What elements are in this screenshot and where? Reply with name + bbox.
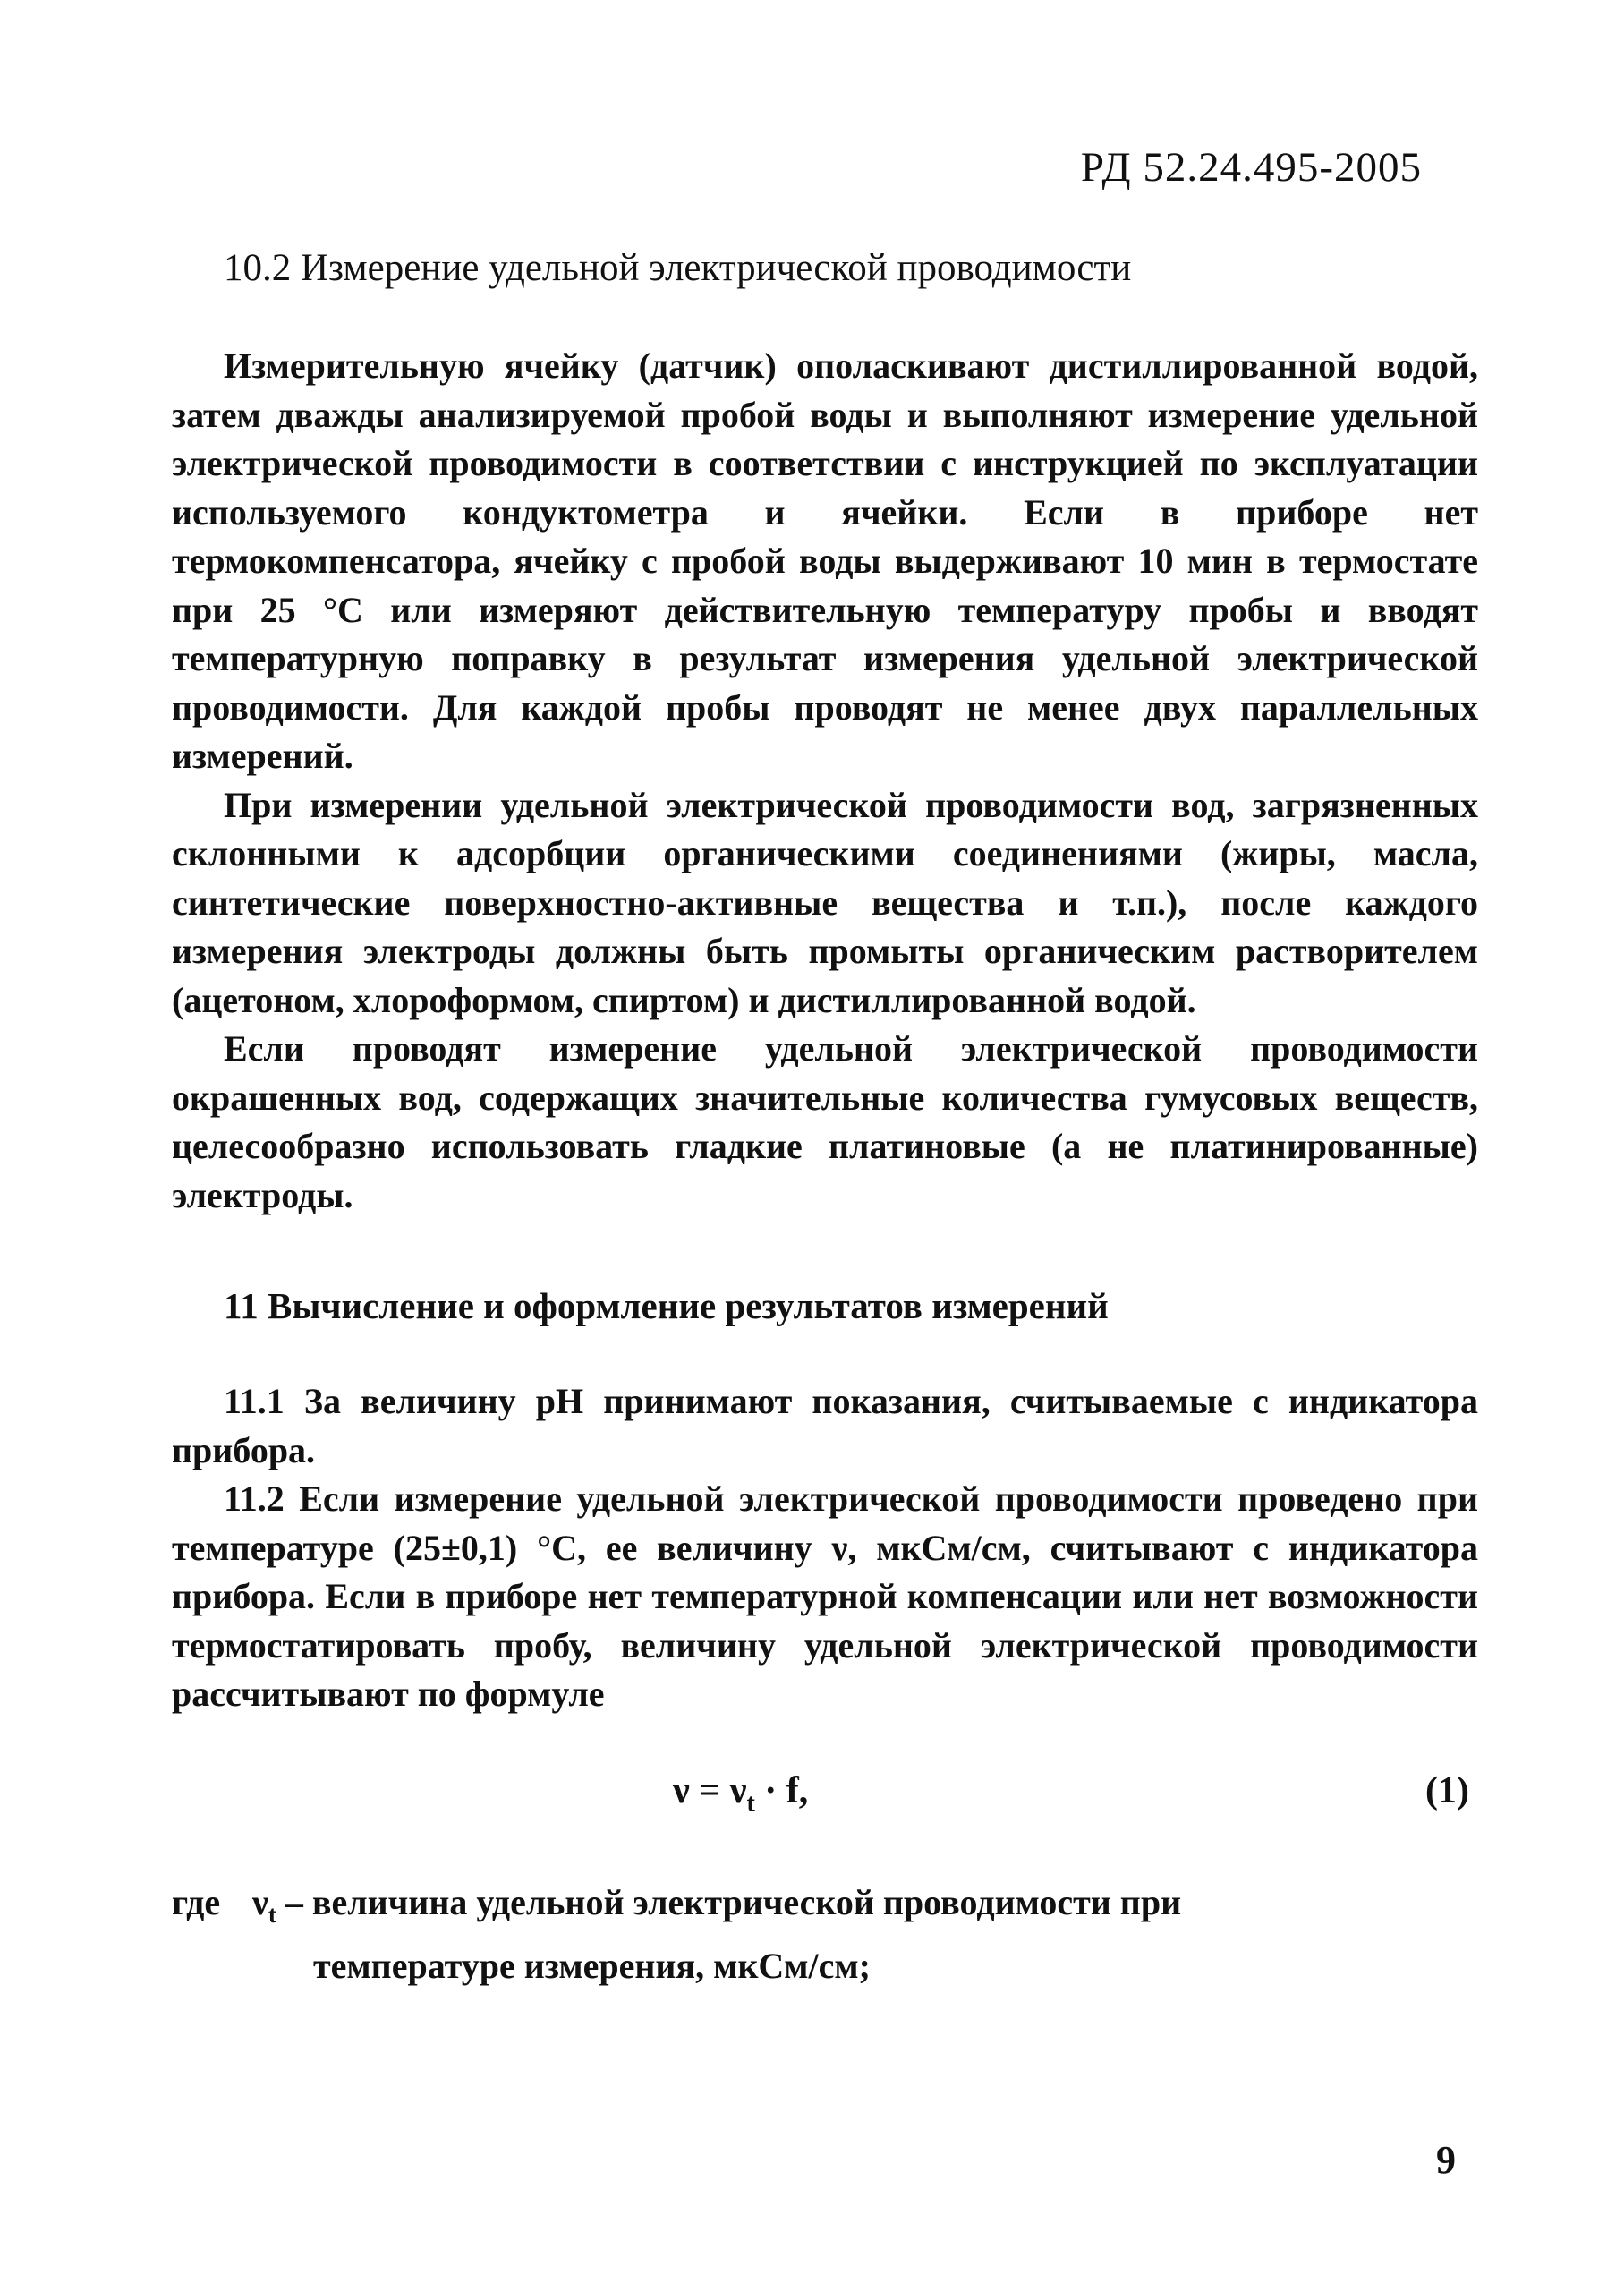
where-line-2: температуре измерения, мкСм/см;	[313, 1945, 871, 1986]
where-line-1: – величина удельной электрической проводимости при	[276, 1881, 1182, 1922]
where-symbol-subscript: t	[268, 1900, 276, 1928]
paragraph-11-2: 11.2 Если измерение удельной электрической проводимости проведено при температуре (25±0,1) °С, ее величину ν, мкСм/см, считывают с индикатора прибора. Если в приборе нет температурной компенсации или нет возможности термостатировать пробу, величину удельной электрической проводимости рассчитывают по формуле	[172, 1478, 1478, 1714]
spacer	[172, 1220, 1478, 1279]
section-10-2-heading: 10.2 Измерение удельной электрической проводимости	[224, 247, 1132, 289]
where-word: где	[172, 1881, 221, 1922]
spacer	[172, 1333, 1478, 1377]
formula-row	[172, 1769, 1478, 1827]
section-11-heading: 11 Вычисление и оформление результатов измерений	[224, 1285, 1109, 1326]
paragraph-10-2-1: Измерительную ячейку (датчик) ополаскивают дистиллированной водой, затем дважды анализируемой пробой воды и выполняют измерение удельной электрической проводимости в соответствии с инструкцией по эксплуатации используемого кондуктометра и ячейки. Если в приборе нет термокомпенсатора, ячейку с пробой воды выдерживают 10 мин в термостате при 25 °С или измеряют действительную температуру пробы и вводят температурную поправку в результат измерения удельной электрической проводимости. Для каждой пробы проводят не менее двух параллельных измерений.	[172, 345, 1478, 776]
where-block	[172, 1877, 1478, 1992]
formula-subscript: t	[746, 1788, 755, 1817]
formula-1	[673, 1769, 808, 1818]
page-number: 9	[1436, 2138, 1456, 2182]
paragraph-10-2-2: При измерении удельной электрической проводимости вод, загрязненных склонными к адсорбции органическими соединениями (жиры, масла, синтетические поверхностно-активные вещества и т.п.), после каждого измерения электроды должны быть промыты органическим растворителем (ацетоном, хлороформом, спиртом) и дистиллированной водой.	[172, 784, 1478, 1020]
where-symbol: ν	[252, 1881, 268, 1922]
where-row	[172, 1877, 1478, 1992]
where-definition	[252, 1877, 1478, 1992]
page-content	[172, 240, 1478, 1992]
paragraph-11-1: 11.1 За величину pH принимают показания, считываемые с индикатора прибора.	[172, 1381, 1478, 1470]
formula-lhs: ν = ν	[673, 1769, 747, 1811]
paragraph-10-2-3: Если проводят измерение удельной электрической проводимости окрашенных вод, содержащих значительные количества гумусовых веществ, целесообразно использовать гладкие платиновые (а не платинированные) электроды.	[172, 1028, 1478, 1215]
document-code: РД 52.24.495-2005	[1080, 144, 1422, 191]
formula-rhs: · f,	[754, 1769, 809, 1811]
spacer	[172, 297, 1478, 342]
formula-number: (1)	[1425, 1769, 1469, 1811]
